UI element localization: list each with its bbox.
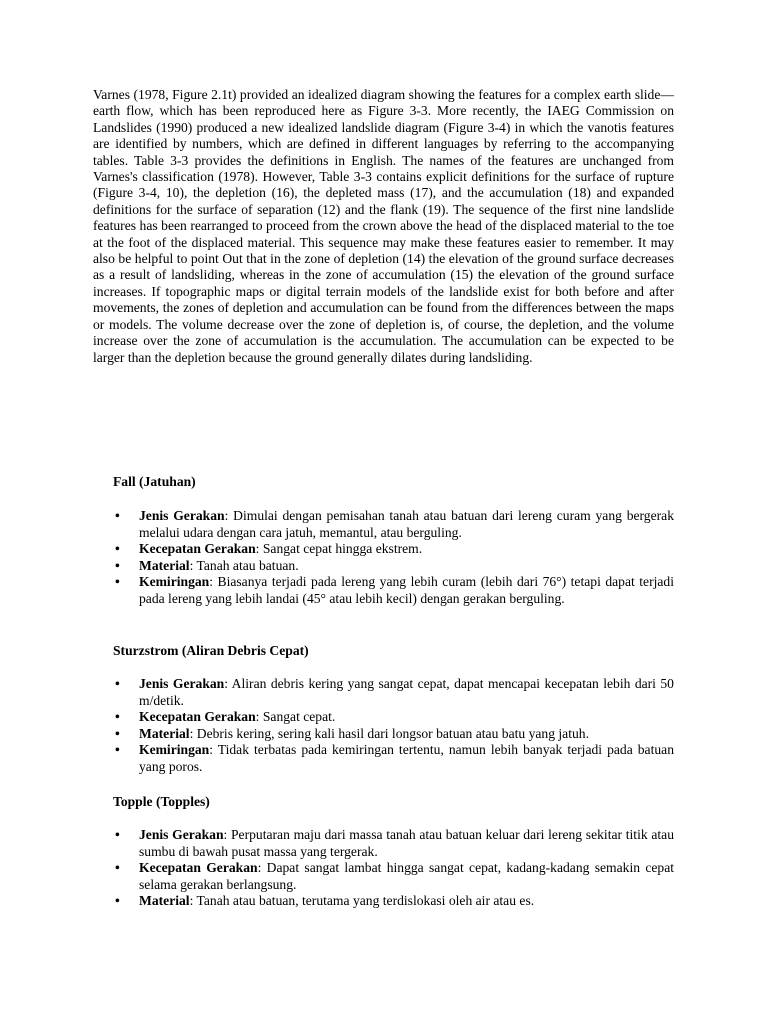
intro-paragraph: Varnes (1978, Figure 2.1t) provided an idealized diagram showing the features for a complex earth slide—earth flow, which has been reproduced here as Figure 3-3. More recently, the IAEG Commission on Landslides (1990) produced a new idealized landslide diagram (Figure 3-4) in which the vanotis features are identified by numbers, which are defined in different languages by referring to the accompanying tables. Table 3-3 provides the definitions in English. The names of the features are unchanged from Varnes's classification (1978). However, Table 3-3 contains explicit definitions for the surface of rupture (Figure 3-4, 10), the depletion (16), the depleted mass (17), and the accumulation (18) and expanded definitions for the surface of separation (12) and the flank (19). The sequence of the first nine landslide features has been rearranged to proceed from the crown above the head of the displaced material to the toe at the foot of the displaced material. This sequence may make these features easier to remember. It may also be helpful to point Out that in the zone of depletion (14) the elevation of the ground surface decreases as a result of landsliding, whereas in the zone of accumulation (15) the elevation of the ground surface increases. If topographic maps or digital terrain models of the landslide exist for both before and after movements, the zones of depletion and accumulation can be found from the differences between the maps or models. The volume decrease over the zone of depletion is, of course, the depletion, and the volume increase over the zone of accumulation is the accumulation. The accumulation can be expected to be larger than the depletion because the ground generally dilates during landsliding. — [93, 87, 674, 365]
item-term: Kemiringan — [139, 742, 210, 758]
item-text: : Sangat cepat hingga ekstrem. — [255, 541, 423, 557]
bullet-list-sturzstrom — [113, 676, 674, 776]
item-term: Kemiringan — [139, 574, 210, 590]
list-item — [113, 742, 674, 775]
section-title-fall: Fall (Jatuhan) — [113, 474, 196, 489]
item-term: Kecepatan Gerakan — [139, 709, 256, 725]
bullet-icon: • — [115, 508, 120, 523]
list-item — [113, 541, 674, 558]
bullet-icon: • — [115, 827, 120, 842]
list-item — [113, 726, 674, 743]
item-term: Kecepatan Gerakan — [139, 541, 256, 557]
item-term: Material — [139, 557, 190, 573]
item-text: : Aliran debris kering yang sangat cepat, dapat mencapai kecepatan lebih dari 50 m/detik. — [139, 676, 674, 708]
list-item — [113, 676, 674, 709]
list-item — [113, 893, 674, 910]
item-text: : Dimulai dengan pemisahan tanah atau batuan dari lereng curam yang bergerak melalui udara dengan cara jatuh, memantul, atau berguling. — [139, 508, 674, 540]
bullet-list-topple — [113, 827, 674, 910]
item-text: : Tanah atau batuan, terutama yang terdislokasi oleh air atau es. — [189, 893, 535, 909]
list-item — [113, 709, 674, 726]
item-text: : Tidak terbatas pada kemiringan tertentu, namun lebih banyak terjadi pada batuan yang poros. — [139, 742, 674, 774]
item-term: Material — [139, 893, 190, 909]
bullet-icon: • — [115, 557, 120, 573]
item-term: Jenis Gerakan — [139, 827, 224, 842]
item-text: : Biasanya terjadi pada lereng yang lebih curam (lebih dari 76°) tetapi dapat terjadi pada lereng yang lebih landai (45° atau lebih kecil) dengan gerakan berguling. — [139, 574, 674, 606]
bullet-icon: • — [115, 725, 120, 741]
bullet-icon: • — [115, 860, 120, 876]
bullet-icon: • — [115, 709, 120, 725]
list-item — [113, 558, 674, 575]
bullet-icon: • — [115, 541, 120, 557]
bullet-list-fall — [113, 508, 674, 608]
bullet-icon: • — [115, 742, 120, 758]
bullet-icon: • — [115, 574, 120, 590]
section-title-topple: Topple (Topples) — [113, 794, 210, 809]
bullet-icon: • — [115, 893, 120, 909]
item-term: Jenis Gerakan — [139, 676, 225, 691]
list-item — [113, 574, 674, 607]
item-text: : Debris kering, sering kali hasil dari longsor batuan atau batu yang jatuh. — [189, 725, 589, 741]
item-text: : Perputaran maju dari massa tanah atau batuan keluar dari lereng sekitar titik atau sumbu di bawah pusat massa yang tergerak. — [139, 827, 674, 859]
section-title-sturzstrom: Sturzstrom (Aliran Debris Cepat) — [113, 643, 309, 658]
item-text: : Sangat cepat. — [255, 709, 336, 725]
bullet-icon: • — [115, 676, 120, 691]
list-item — [113, 860, 674, 893]
item-term: Kecepatan Gerakan — [139, 860, 258, 876]
item-text: : Tanah atau batuan. — [189, 557, 299, 573]
item-term: Material — [139, 725, 190, 741]
item-text: : Dapat sangat lambat hingga sangat cepat, kadang-kadang semakin cepat selama gerakan berlangsung. — [139, 860, 674, 892]
list-item — [113, 827, 674, 860]
item-term: Jenis Gerakan — [139, 508, 225, 523]
list-item — [113, 508, 674, 541]
